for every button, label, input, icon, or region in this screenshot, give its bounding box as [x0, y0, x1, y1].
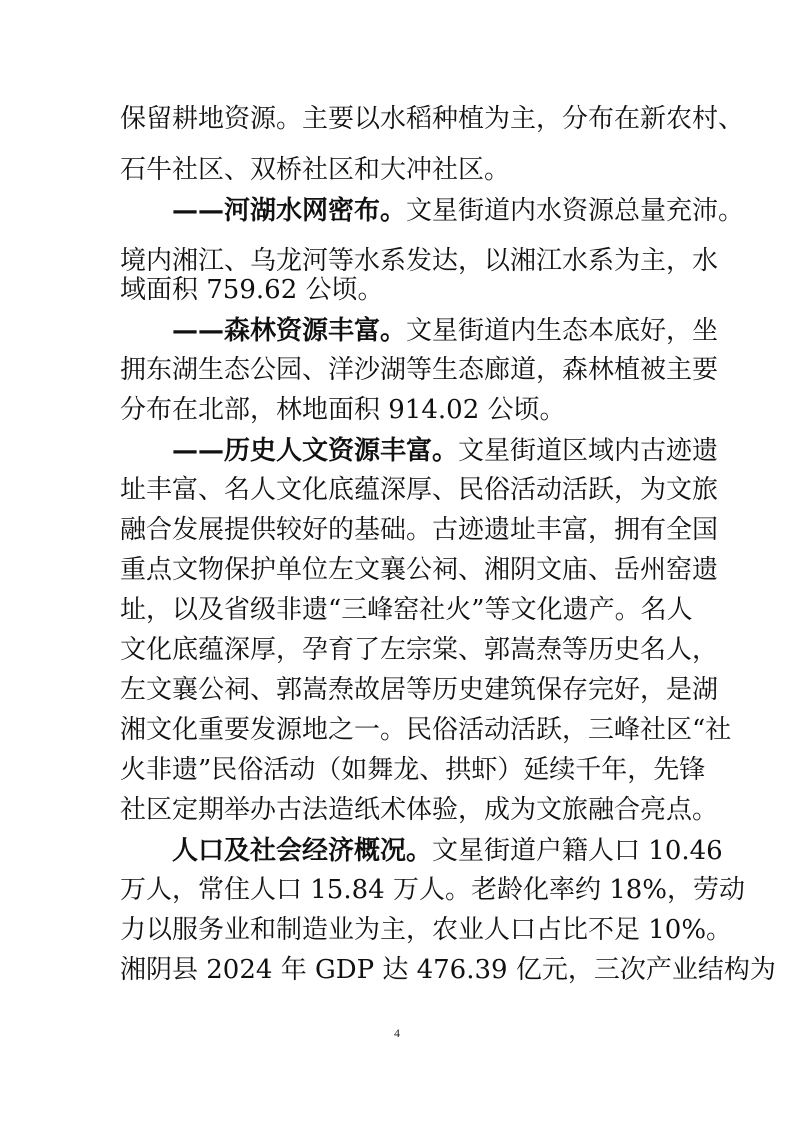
text-run: 文星街道内水资源总量充沛。 [406, 196, 745, 226]
text-line: 力以服务业和制造业为主，农业人口占比不足 10%。 [120, 915, 733, 945]
paragraph-heading: ——历史人文资源丰富。 [172, 436, 459, 466]
text-run: 文星街道户籍人口 10.46 [432, 836, 723, 866]
paragraph-heading-line [172, 316, 719, 346]
paragraph-heading-line [172, 836, 723, 866]
text-line: 拥东湖生态公园、洋沙湖等生态廊道，森林植被主要 [120, 355, 719, 385]
text-run: 文星街道区域内古迹遗 [458, 436, 719, 466]
text-line: 社区定期举办古法造纸术体验，成为文旅融合亮点。 [120, 795, 719, 825]
paragraph-heading-line [172, 196, 745, 226]
text-line: 文化底蕴深厚，孕育了左宗棠、郭嵩焘等历史名人， [120, 635, 719, 665]
text-line: 域面积 759.62 公顷。 [120, 275, 384, 305]
text-line: 万人，常住人口 15.84 万人。老龄化率约 18%，劳动 [120, 875, 746, 905]
text-run: 文星街道内生态本底好，坐 [406, 316, 719, 346]
text-line: 湘文化重要发源地之一。民俗活动活跃，三峰社区“社 [120, 715, 732, 745]
text-line: 湘阴县 2024 年 GDP 达 476.39 亿元，三次产业结构为 [120, 955, 776, 985]
text-line: 址，以及省级非遗“三峰窑社火”等文化遗产。名人 [120, 595, 693, 625]
text-line: 保留耕地资源。主要以水稻种植为主，分布在新农村、 [120, 104, 745, 134]
page-number: 4 [394, 1026, 400, 1040]
paragraph-heading: ——河湖水网密布。 [172, 196, 407, 226]
text-line: 分布在北部，林地面积 914.02 公顷。 [120, 395, 566, 425]
text-line: 左文襄公祠、郭嵩焘故居等历史建筑保存完好，是湖 [120, 675, 719, 705]
text-line: 石牛社区、双桥社区和大冲社区。 [120, 155, 511, 185]
paragraph-heading: ——森林资源丰富。 [172, 316, 407, 346]
text-line: 融合发展提供较好的基础。古迹遗址丰富，拥有全国 [120, 515, 719, 545]
text-line: 火非遗”民俗活动（如舞龙、拱虾）延续千年，先锋 [120, 755, 706, 785]
text-line: 重点文物保护单位左文襄公祠、湘阴文庙、岳州窑遗 [120, 555, 719, 585]
paragraph-heading: 人口及社会经济概况。 [172, 836, 433, 866]
paragraph-heading-line [172, 436, 719, 466]
text-line: 境内湘江、乌龙河等水系发达，以湘江水系为主，水 [120, 246, 719, 276]
text-line: 址丰富、名人文化底蕴深厚、民俗活动活跃，为文旅 [120, 475, 719, 505]
